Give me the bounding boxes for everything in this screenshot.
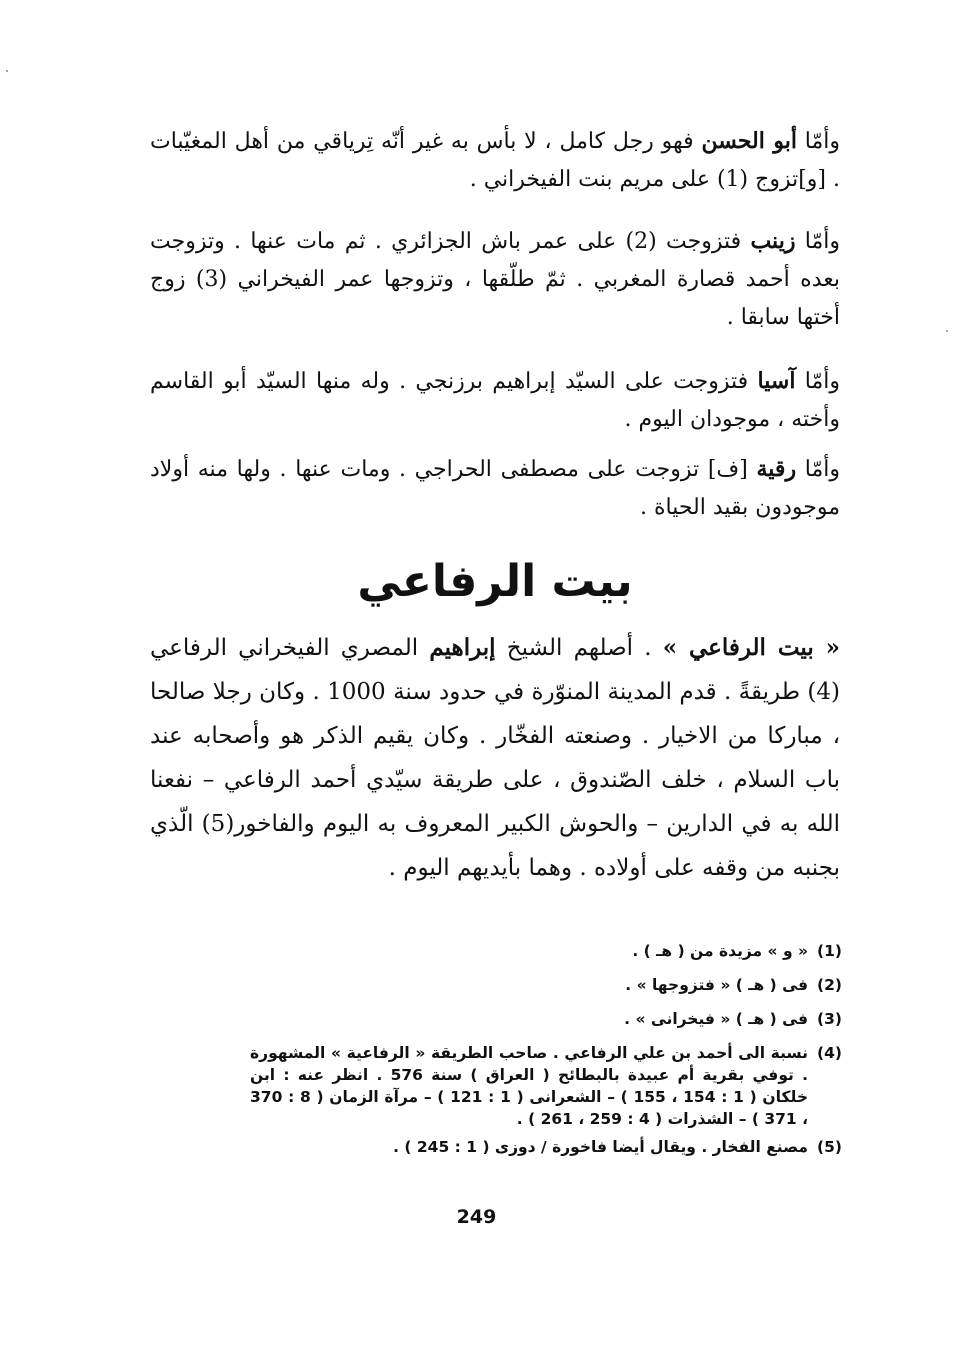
footnote-text: نسبة الى أحمد بن علي الرفاعي . صاحب الطريقة « الرفاعية » المشهورة . توفي بقرية أم عبيدة بالبطائح ( العراق ) سنة 576 . انظر عنه : ابن خلكان ( 1 : 154 ، 155 ) – الشعرانى ( 1 : 121 ) – مرآة الزمان ( 8 : 370 ، 371 ) – الشذرات ( 4 : 259 ، 261 ) . <box>250 1044 809 1128</box>
footnote <box>250 1042 842 1130</box>
footnote-text: « و » مزيدة من ( هـ ) . <box>632 942 808 960</box>
para-text: المصري الفيخراني الرفاعي (4) طريقةً . قدم المدينة المنوّرة في حدود سنة 1000 . وكان رجلا صالحا ، مباركا من الاخيار . وصنعته الفخّار . وكان يقيم الذكر هو وأصحابه عند باب السلام ، خلف الصّندوق ، على طريقة سيّدي أحمد الرفاعي – نفعنا الله به في الدارين – والحوش الكبير المعروف به اليوم والفاخور(5) الّذي بجنبه من وقفه على أولاده . وهما بأيديهم اليوم . <box>150 635 840 881</box>
footnote-text: فى ( هـ ) « فتزوجها » . <box>625 976 808 994</box>
margin-speck <box>946 330 948 332</box>
section-heading: بيت الرفاعي <box>357 556 633 607</box>
footnote-number: (2) <box>817 976 842 994</box>
person-name: إبراهيم <box>429 634 496 661</box>
para-lead: وأمّا <box>795 229 840 254</box>
page-number: 249 <box>456 1206 497 1228</box>
footnote <box>250 1002 842 1036</box>
person-name: آسيا <box>757 368 796 394</box>
footnote <box>250 968 842 1002</box>
para-text: فهو رجل كامل ، لا بأس به غير أنّه تِرياقي من أهل المغيّبات . [و]تزوج (1) على مريم بنت الفيخراني . <box>150 129 840 192</box>
para-text: فتزوجت (2) على عمر باش الجزائري . ثم مات عنها . وتزوجت بعده أحمد قصارة المغربي . ثمّ طلّقها ، وتزوجها عمر الفيخراني (3) زوج أختها سابقا . <box>150 229 840 330</box>
main-paragraph <box>150 626 840 890</box>
footnote-number: (4) <box>817 1044 842 1062</box>
paragraph-ruqayya <box>150 450 840 527</box>
footnote <box>250 1130 842 1164</box>
person-name: رقية <box>756 456 797 482</box>
section-title-inline: « بيت الرفاعي » <box>662 634 840 661</box>
para-lead: وأمّا <box>796 129 840 154</box>
footnote-number: (5) <box>817 1138 842 1156</box>
para-text: . أصلهم الشيخ <box>495 635 663 661</box>
para-text: فتزوجت على السيّد إبراهيم برزنجي . وله منها السيّد أبو القاسم وأخته ، موجودان اليوم . <box>150 369 840 432</box>
para-lead: وأمّا <box>795 369 841 394</box>
para-lead: وأمّا <box>796 457 840 482</box>
paragraph-zaynab <box>150 222 840 337</box>
paragraph-asiya <box>150 362 840 439</box>
footnote-number: (1) <box>817 942 842 960</box>
footnote-number: (3) <box>817 1010 842 1028</box>
person-name: زينب <box>750 228 796 254</box>
margin-speck <box>6 70 8 72</box>
footnote <box>250 934 842 968</box>
footnotes <box>250 934 842 1164</box>
footnote-text: فى ( هـ ) « فيخرانى » . <box>624 1010 808 1028</box>
person-name: أبو الحسن <box>701 128 797 154</box>
footnote-text: مصنع الفخار . ويقال أيضا فاخورة / دوزى ( 1 : 245 ) . <box>393 1138 808 1156</box>
paragraph-abu-alhasan <box>150 122 840 199</box>
para-text: [ف] تزوجت على مصطفى الحراجي . ومات عنها . ولها منه أولاد موجودون بقيد الحياة . <box>150 457 840 520</box>
